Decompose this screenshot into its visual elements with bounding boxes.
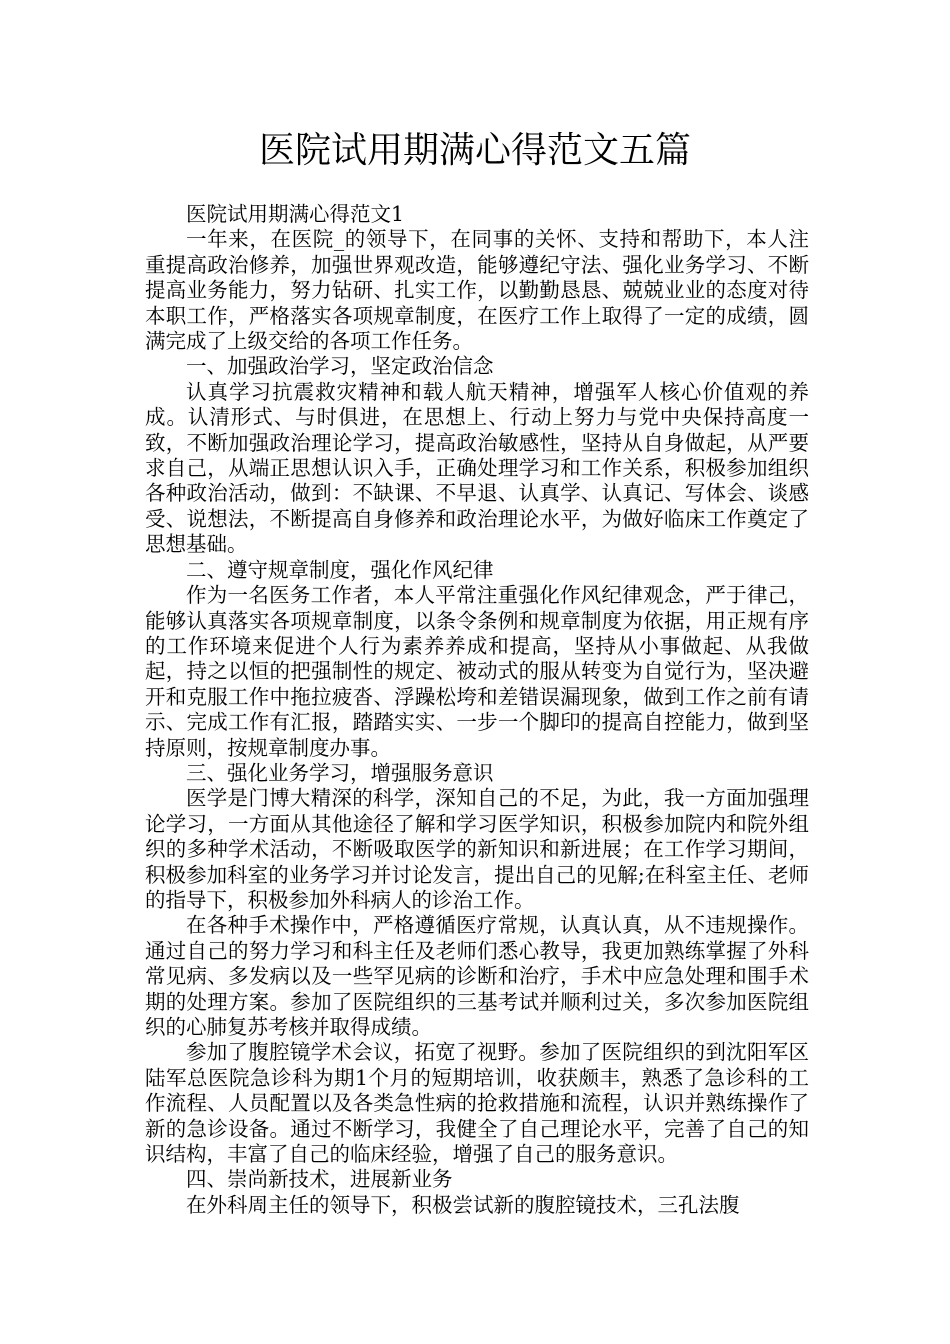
section-heading: 一、加强政治学习，坚定政治信念 (186, 354, 494, 379)
section-heading: 三、强化业务学习，增强服务意识 (186, 760, 494, 785)
body-paragraph: 在各种手术操作中，严格遵循医疗常规，认真认真，从不违规操作。通过自己的努力学习和科主任及老师们悉心教导，我更加熟练掌握了外科常见病、多发病以及一些罕见病的诊断和治疗，手术中应急处理和围手术期的处理方案。参加了医院组织的三基考试并顺利过关，多次参加医院组织的心肺复苏考核并取得成绩。 (145, 913, 809, 1039)
document-title: 医院试用期满心得范文五篇 (258, 130, 691, 171)
body-paragraph: 认真学习抗震救灾精神和载人航天精神，增强军人核心价值观的养成。认清形式、与时俱进，在思想上、行动上努力与党中央保持高度一致，不断加强政治理论学习，提高政治敏感性，坚持从自身做起，从严要求自己，从端正思想认识入手，正确处理学习和工作关系，积极参加组织各种政治活动，做到：不缺课、不早退、认真学、认真记、写体会、谈感受、说想法，不断提高自身修养和政治理论水平，为做好临床工作奠定了思想基础。 (145, 379, 809, 557)
body-paragraph: 医学是门博大精深的科学，深知自己的不足，为此，我一方面加强理论学习，一方面从其他途径了解和学习医学知识，积极参加院内和院外组织的多种学术活动，不断吸取医学的新知识和新进展；在工作学习期间，积极参加科室的业务学习并讨论发言，提出自己的见解;在科室主任、老师的指导下，积极参加外科病人的诊治工作。 (145, 786, 809, 912)
section-heading: 四、崇尚新技术，进展新业务 (186, 1167, 453, 1192)
section-heading: 医院试用期满心得范文1 (186, 202, 405, 226)
body-paragraph: 一年来，在医院_的领导下，在同事的关怀、支持和帮助下，本人注重提高政治修养，加强世界观改造，能够遵纪守法、强化业务学习、不断提高业务能力，努力钻研、扎实工作，以勤勤恳恳、兢兢业业的态度对待本职工作，严格落实各项规章制度，在医疗工作上取得了一定的成绩，圆满完成了上级交给的各项工作任务。 (145, 227, 809, 354)
body-paragraph: 在外科周主任的领导下，积极尝试新的腹腔镜技术，三孔法腹 (186, 1192, 740, 1217)
section-heading: 二、遵守规章制度，强化作风纪律 (186, 557, 494, 582)
document-body (145, 202, 809, 1218)
body-paragraph: 参加了腹腔镜学术会议，拓宽了视野。参加了医院组织的到沈阳军区陆军总医院急诊科为期1个月的短期培训，收获颇丰，熟悉了急诊科的工作流程、人员配置以及各类急性病的抢救措施和流程，认识并熟练操作了新的急诊设备。通过不断学习，我健全了自己理论水平，完善了自己的知识结构，丰富了自己的临床经验，增强了自己的服务意识。 (145, 1040, 809, 1167)
body-paragraph: 作为一名医务工作者，本人平常注重强化作风纪律观念，严于律己，能够认真落实各项规章制度，以条令条例和规章制度为依据，用正规有序的工作环境来促进个人行为素养养成和提高，坚持从小事做起、从我做起，持之以恒的把强制性的规定、被动式的服从转变为自觉行为，坚决避开和克服工作中拖拉疲沓、浮躁松垮和差错误漏现象，做到工作之前有请示、完成工作有汇报，踏踏实实、一步一个脚印的提高自控能力，做到坚持原则，按规章制度办事。 (145, 583, 809, 760)
